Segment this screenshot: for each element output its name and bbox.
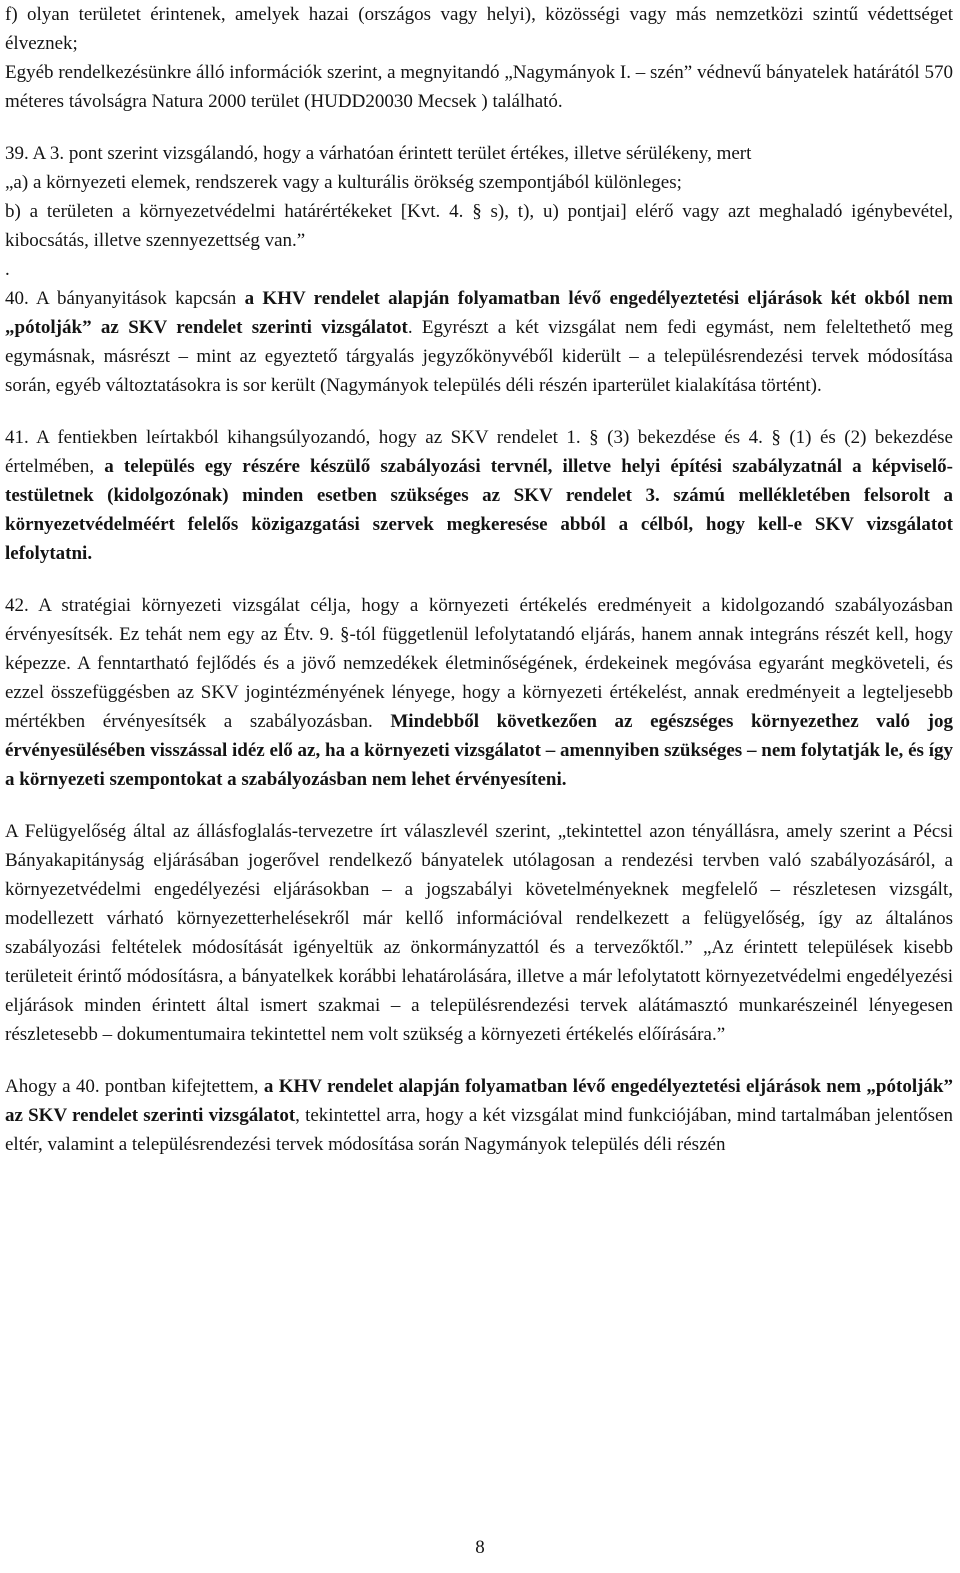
paragraph-41 xyxy=(5,423,953,568)
page-number: 8 xyxy=(475,1537,485,1558)
paragraph-spacer xyxy=(5,1049,953,1072)
paragraph-conclusion xyxy=(5,1072,953,1159)
paragraph-42 xyxy=(5,591,953,794)
paragraph-42-emphasis: Mindebből következően az egészséges környezethez való jog érvényesülésében visszással idéz elő az, ha a környezeti vizsgálatot – amennyiben szükséges – nem folytatják le, és így a környezeti szempontokat a szabályozásban nem lehet érvényesíteni. xyxy=(5,711,953,790)
paragraph-spacer xyxy=(5,400,953,423)
paragraph-40-rest: . Egyrészt a két vizsgálat nem fedi egymást, nem feleltethető meg egymásnak, másrészt – mint az egyeztető tárgyalás jegyzőkönyvéből kiderült – a településrendezési tervek módosítása során, egyéb változtatásokra is sor került (Nagymányok település déli részén iparterület kialakítása történt). xyxy=(5,317,953,396)
paragraph-41-intro: 41. A fentiekben leírtakból kihangsúlyozandó, hogy az SKV rendelet 1. § (3) bekezdése és 4. § (1) és (2) bekezdése értelmében, xyxy=(5,427,953,477)
paragraph-40-emphasis: a KHV rendelet alapján folyamatban lévő engedélyeztetési eljárások két okból nem „pótolják” az SKV rendelet szerinti vizsgálatot xyxy=(5,288,953,338)
paragraph-spacer xyxy=(5,794,953,817)
paragraph-41-emphasis: a település egy részére készülő szabályozási tervnél, illetve helyi építési szabályzatnál a képviselő-testületnek (kidolgozónak) minden esetben szükséges az SKV rendelet 3. számú mellékletében felsorolt a környezetvédelméért felelős közigazgatási szervek megkeresése abból a célból, hogy kell-e SKV vizsgálatot lefolytatni. xyxy=(5,456,953,564)
paragraph-40-intro: 40. A bányanyitások kapcsán xyxy=(5,288,245,309)
paragraph-39: 39. A 3. pont szerint vizsgálandó, hogy a várhatóan érintett terület értékes, illetve sérülékeny, mert „a) a környezeti elemek, rendszerek vagy a kulturális örökség szempontjából különleges; b) a területen a környezetvédelmi határértékeket [Kvt. 4. § s), t), u) pontjai] elérő vagy azt meghaladó igénybevétel, kibocsátás, illetve szennyezettség van.” . xyxy=(5,143,953,280)
paragraph-42-intro: 42. A stratégiai környezeti vizsgálat célja, hogy a környezeti értékelés eredményeit a kidolgozandó szabályozásban érvényesítsék. Ez tehát nem egy az Étv. 9. §-tól függetlenül lefolytatandó eljárás, hanem annak integráns részét kell, hogy képezze. A fenntartható fejlődés és a jövő nemzedékek életminőségének, érdekeinek megóvása egyaránt megköveteli, és ezzel összefüggésben az SKV jogintézményének lényege, hogy a környezeti értékelést, annak eredményeit a legteljesebb mértékben érvényesítsék a szabályozásban. xyxy=(5,595,953,732)
document-page xyxy=(5,0,953,1159)
paragraph-spacer xyxy=(5,116,953,139)
paragraph-conclusion-rest: , tekintettel arra, hogy a két vizsgálat mind funkciójában, mind tartalmában jelentősen eltér, valamint a településrendezési tervek módosítása során Nagymányok település déli részén xyxy=(5,1105,953,1155)
paragraph-f-protected-area: f) olyan területet érintenek, amelyek hazai (országos vagy helyi), közösségi vagy más nemzetközi szintű védettséget élveznek; Egyéb rendelkezésünkre álló információk szerint, a megnyitandó „Nagymányok I. – szén” védnevű bányatelek határától 570 méteres távolságra Natura 2000 terület (HUDD20030 Mecsek ) található. xyxy=(5,4,953,112)
paragraph-authority-reply: A Felügyelőség által az állásfoglalás-tervezetre írt válaszlevél szerint, „tekintettel azon tényállásra, amely szerint a Pécsi Bányakapitányság eljárásában jogerővel rendelkező bányatelek utólagosan a rendezési tervben való szabályozásáról, a környezetvédelmi engedélyezési eljárásokban – a jogszabályi követelményeknek megfelelő – részletesen vizsgált, modellezett várható környezetterhelésekről már kellő információval rendelkezett a felügyelőség, így az általános szabályozási feltételek módosítását igényeltük az önkormányzattól és a tervezőktől.” „Az érintett települések kisebb területeit érintő módosításra, a bányatelkek korábbi lehatárolására, illetve a már lefolytatott környezetvédelmi engedélyezési eljárások minden érintett által ismert szakmai – a településrendezési tervek alátámasztó munkarészeinél lényegesen részletesebb – dokumentumaira tekintettel nem volt szükség a környezeti értékelés előírására.” xyxy=(5,821,953,1045)
paragraph-40 xyxy=(5,284,953,400)
paragraph-conclusion-emphasis: a KHV rendelet alapján folyamatban lévő engedélyeztetési eljárások nem „pótolják” az SKV rendelet szerinti vizsgálatot xyxy=(5,1076,953,1126)
paragraph-spacer xyxy=(5,568,953,591)
paragraph-conclusion-intro: Ahogy a 40. pontban kifejtettem, xyxy=(5,1076,264,1097)
